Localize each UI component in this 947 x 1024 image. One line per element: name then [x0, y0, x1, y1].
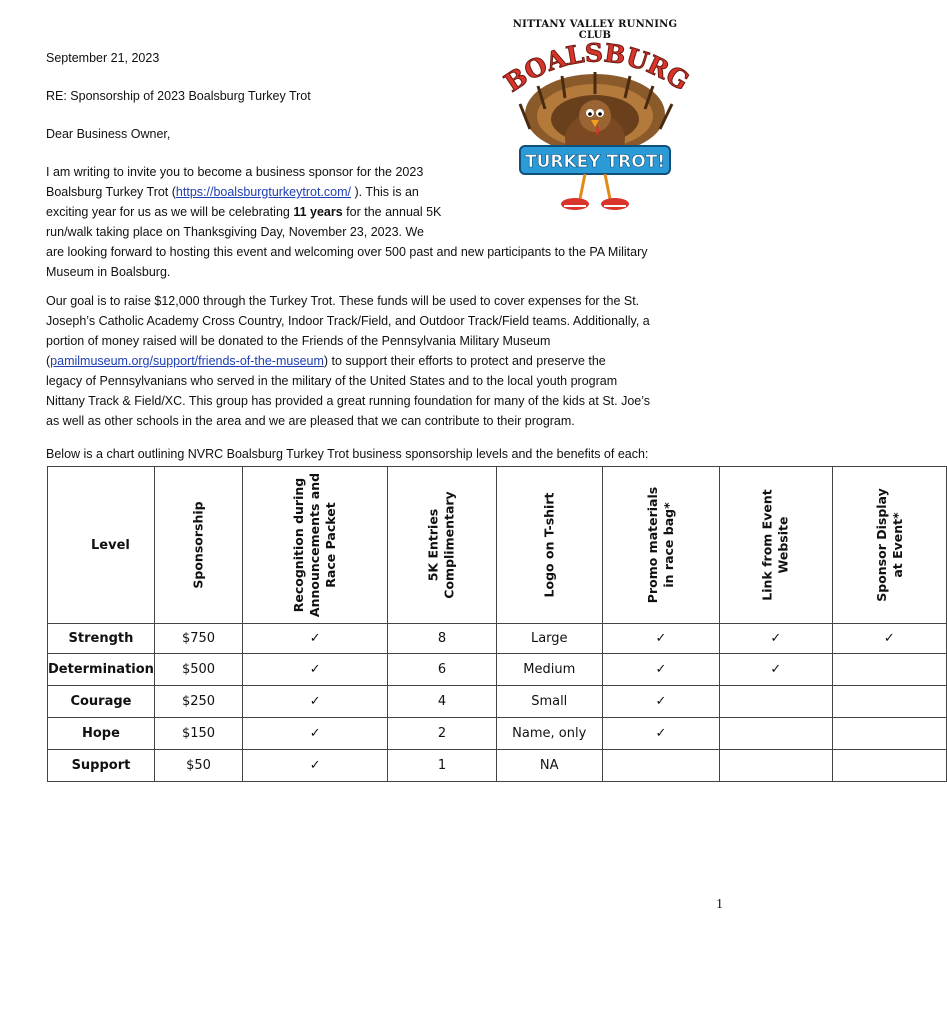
p2-line: (pamilmuseum.org/support/friends-of-the-museum) to support their efforts to protect and preserve the [46, 354, 606, 368]
header-logo-on-tshirt: Logo on T-shirt [496, 467, 602, 624]
table-row [48, 654, 947, 686]
promo-check-icon: ✓ [602, 718, 719, 750]
table-row [48, 686, 947, 718]
header-link-from-website: Link from Event Website [720, 467, 832, 624]
promo-check-icon: ✓ [602, 686, 719, 718]
p1-line: I am writing to invite you to become a business sponsor for the 2023 [46, 165, 424, 179]
logo-size-cell: Medium [496, 654, 602, 686]
amount-cell: $500 [154, 654, 242, 686]
logo-size-cell: Small [496, 686, 602, 718]
entries-cell: 6 [388, 654, 496, 686]
display-check-icon: ✓ [832, 624, 947, 654]
display-check-icon [832, 686, 947, 718]
amount-cell: $150 [154, 718, 242, 750]
p1-line: exciting year for us as we will be celebrating 11 years for the annual 5K [46, 205, 442, 219]
letter-salutation: Dear Business Owner, [46, 127, 171, 141]
p2-line: as well as other schools in the area and we are pleased that we can contribute to their program. [46, 414, 575, 428]
turkey-trot-website-link[interactable]: https://boalsburgturkeytrot.com/ [175, 185, 352, 199]
logo-size-cell: Name, only [496, 718, 602, 750]
link-check-icon [720, 718, 832, 750]
p2-line: legacy of Pennsylvanians who served in the military of the United States and to the local youth program [46, 374, 618, 388]
logo-banner-text: TURKEY TROT! [525, 152, 665, 172]
paragraph-2 [46, 291, 650, 431]
p2-line: portion of money raised will be donated to the Friends of the Pennsylvania Military Museum [46, 334, 551, 348]
table-row [48, 750, 947, 782]
level-cell: Determination [48, 654, 155, 686]
entries-cell: 4 [388, 686, 496, 718]
header-recognition: Recognition during Announcements and Race Packet [243, 467, 388, 624]
recognition-check-icon: ✓ [243, 624, 388, 654]
p1-line: Boalsburg Turkey Trot (https://boalsburgturkeytrot.com/ ). This is an [46, 185, 419, 199]
header-level: Level [48, 467, 155, 624]
recognition-check-icon: ✓ [243, 750, 388, 782]
level-cell: Strength [48, 624, 155, 654]
header-5k-entries: 5K Entries Complimentary [388, 467, 496, 624]
recognition-check-icon: ✓ [243, 654, 388, 686]
paragraph-1 [46, 162, 648, 282]
link-check-icon [720, 750, 832, 782]
letter-date: September 21, 2023 [46, 51, 160, 65]
p1-line: Museum in Boalsburg. [46, 265, 171, 279]
promo-check-icon: ✓ [602, 624, 719, 654]
level-cell: Hope [48, 718, 155, 750]
display-check-icon [832, 718, 947, 750]
p2-line: Our goal is to raise $12,000 through the Turkey Trot. These funds will be used to cover expenses for the St. [46, 294, 640, 308]
table-row [48, 718, 947, 750]
logo-title-text: BOALSBURG [499, 38, 695, 98]
museum-website-link[interactable]: pamilmuseum.org/support/friends-of-the-museum [50, 354, 324, 368]
promo-check-icon: ✓ [602, 654, 719, 686]
club-name: NITTANY VALLEY RUNNING CLUB [512, 19, 678, 41]
level-cell: Support [48, 750, 155, 782]
entries-cell: 2 [388, 718, 496, 750]
p2-line: Nittany Track & Field/XC. This group has provided a great running foundation for many of the kids at St. Joe’s [46, 394, 651, 408]
letter-subject: RE: Sponsorship of 2023 Boalsburg Turkey Trot [46, 89, 311, 103]
display-check-icon [832, 750, 947, 782]
p2-line: Joseph’s Catholic Academy Cross Country, Indoor Track/Field, and Outdoor Track/Field teams. Additionally, a [46, 314, 650, 328]
page-number: 1 [716, 897, 723, 912]
link-check-icon: ✓ [720, 624, 832, 654]
p1-line: run/walk taking place on Thanksgiving Day, November 23, 2023. We [46, 225, 424, 239]
entries-cell: 8 [388, 624, 496, 654]
amount-cell: $250 [154, 686, 242, 718]
header-sponsorship: Sponsorship [154, 467, 242, 624]
level-cell: Courage [48, 686, 155, 718]
recognition-check-icon: ✓ [243, 686, 388, 718]
p1-line: are looking forward to hosting this event and welcoming over 500 past and new participants to the PA Military [46, 245, 648, 259]
header-sponsor-display: Sponsor Display at Event* [832, 467, 947, 624]
table-header-row [48, 467, 947, 624]
logo-size-cell: Large [496, 624, 602, 654]
entries-cell: 1 [388, 750, 496, 782]
amount-cell: $750 [154, 624, 242, 654]
paragraph-3: Below is a chart outlining NVRC Boalsburg Turkey Trot business sponsorship levels and the benefits of each: [46, 447, 649, 461]
amount-cell: $50 [154, 750, 242, 782]
link-check-icon: ✓ [720, 654, 832, 686]
header-promo-materials: Promo materials in race bag* [602, 467, 719, 624]
promo-check-icon [602, 750, 719, 782]
display-check-icon [832, 654, 947, 686]
recognition-check-icon: ✓ [243, 718, 388, 750]
sponsorship-levels-table [47, 466, 947, 782]
link-check-icon [720, 686, 832, 718]
logo-size-cell: NA [496, 750, 602, 782]
table-row [48, 624, 947, 654]
